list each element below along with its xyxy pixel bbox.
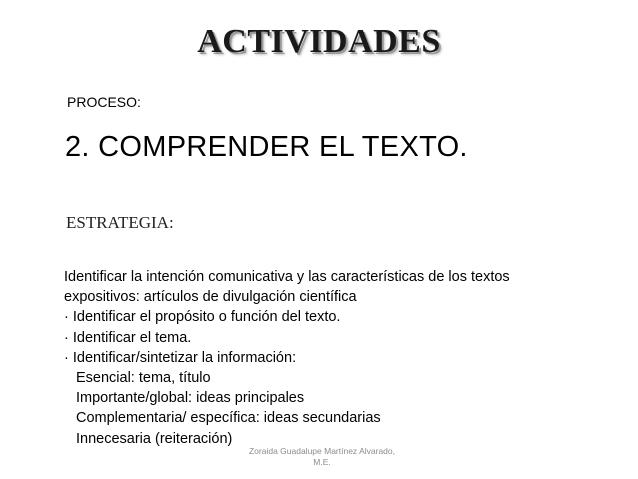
info-level-item: Esencial: tema, título (76, 370, 211, 387)
slide-title: ACTIVIDADES (197, 23, 441, 60)
bullet-item: · Identificar el propósito o función del texto. (64, 309, 341, 326)
strategy-body (64, 267, 604, 449)
bullet-item: · Identificar/sintetizar la información: (64, 349, 297, 366)
info-level-item: Innecesaria (reiteración) (76, 430, 233, 447)
info-level-item: Importante/global: ideas principales (76, 390, 305, 407)
step-heading: 2. COMPRENDER EL TEXTO. (65, 131, 468, 163)
body-line: Identificar la intención comunicativa y las características de los textos (64, 269, 510, 285)
strategy-label: ESTRATEGIA: (66, 213, 174, 232)
footer-author-degree: M.E. (313, 457, 331, 467)
body-line: expositivos: artículos de divulgación científica (64, 289, 357, 306)
info-level-item: Complementaria/ específica: ideas secundarias (76, 410, 381, 427)
bullet-item: · Identificar el tema. (64, 329, 192, 346)
process-label: PROCESO: (67, 94, 141, 110)
footer-author (232, 446, 412, 468)
footer-author-name: Zoraida Guadalupe Martínez Alvarado, (248, 446, 395, 456)
